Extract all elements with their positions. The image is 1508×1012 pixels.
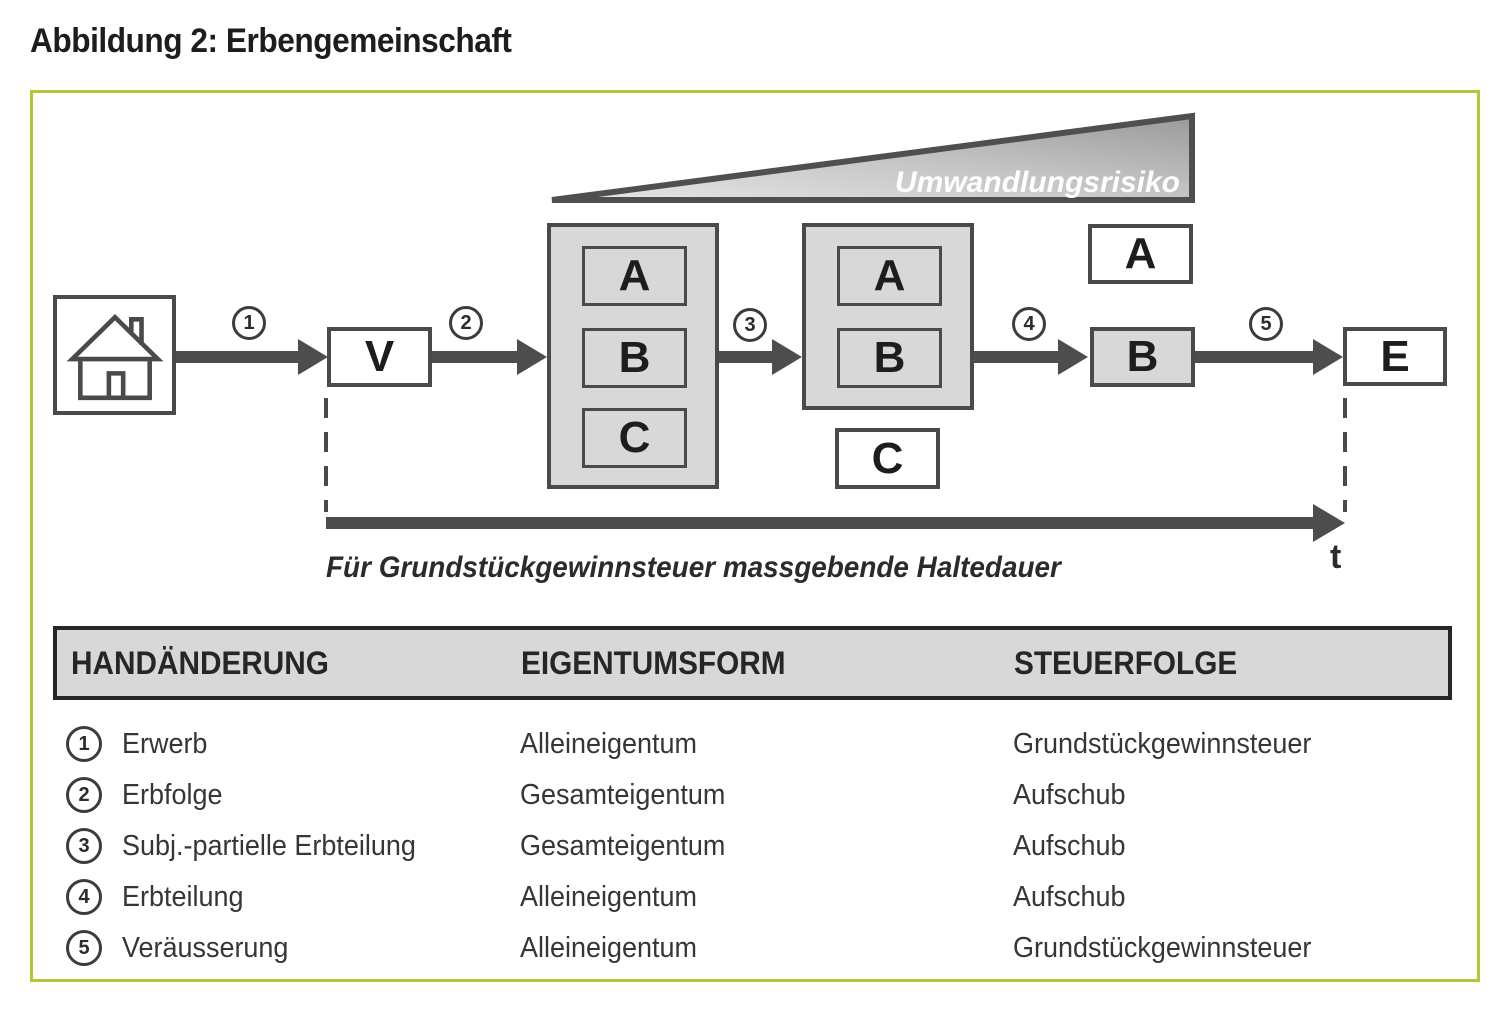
row-5-handaenderung: Veräusserung — [122, 932, 289, 964]
risk-label: Umwandlungsrisiko — [894, 166, 1180, 199]
node-g1-b-label: B — [618, 333, 651, 382]
node-g2-a — [837, 246, 942, 306]
risk-triangle — [548, 111, 1198, 206]
row-2-steuerfolge: Aufschub — [1013, 779, 1126, 811]
node-a-out-label: A — [1124, 229, 1157, 278]
row-4-steuerfolge: Aufschub — [1013, 881, 1126, 913]
timeline-axis-head — [1313, 504, 1345, 542]
row-5-badge — [66, 930, 102, 966]
step-1-number: 1 — [243, 311, 255, 334]
table-row — [53, 928, 1452, 968]
step-5-number: 5 — [1260, 312, 1272, 335]
node-g1-b — [582, 328, 687, 388]
node-g1-c — [582, 408, 687, 468]
row-1-eigentumsform: Alleineigentum — [520, 728, 697, 760]
timeline-caption — [326, 551, 1116, 585]
arrow-3-head — [772, 339, 802, 375]
node-b-single-label: B — [1126, 332, 1159, 381]
row-3-eigentumsform: Gesamteigentum — [520, 830, 726, 862]
arrow-4-head — [1058, 339, 1088, 375]
arrow-2-head — [517, 339, 547, 375]
node-g1-c-label: C — [618, 413, 651, 462]
step-1-badge — [232, 306, 266, 340]
figure-title-text: Abbildung 2: Erbengemeinschaft — [30, 22, 512, 60]
table-header — [53, 626, 1452, 700]
step-2-number: 2 — [460, 311, 472, 334]
row-2-handaenderung: Erbfolge — [122, 779, 223, 811]
dropline-v — [324, 398, 328, 512]
row-1-number: 1 — [78, 732, 90, 755]
row-5-steuerfolge: Grundstückgewinnsteuer — [1013, 932, 1312, 964]
time-axis-label-text: t — [1330, 538, 1342, 576]
node-v — [327, 327, 432, 387]
row-4-badge — [66, 879, 102, 915]
figure-title — [30, 22, 548, 61]
node-c-out — [835, 428, 940, 489]
arrow-3 — [719, 351, 774, 363]
row-3-handaenderung: Subj.-partielle Erbteilung — [122, 830, 416, 862]
node-b-single — [1090, 327, 1195, 387]
table-row — [53, 775, 1452, 815]
node-e — [1343, 327, 1447, 386]
header-handaenderung: HANDÄNDERUNG — [71, 645, 329, 681]
step-2-badge — [449, 306, 483, 340]
timeline-axis — [326, 517, 1315, 529]
table-row — [53, 826, 1452, 866]
row-2-eigentumsform: Gesamteigentum — [520, 779, 726, 811]
heirs-group-abc — [547, 223, 719, 489]
step-3-number: 3 — [744, 313, 756, 336]
property-box — [53, 295, 176, 415]
row-1-steuerfolge: Grundstückgewinnsteuer — [1013, 728, 1312, 760]
node-a-out — [1088, 224, 1193, 284]
node-c-out-label: C — [871, 433, 904, 483]
table-row — [53, 877, 1452, 917]
row-1-badge — [66, 726, 102, 762]
node-g1-a-label: A — [618, 251, 651, 300]
step-5-badge — [1249, 307, 1283, 341]
node-v-label: V — [364, 332, 395, 381]
time-axis-label — [1330, 538, 1341, 577]
house-icon — [63, 304, 167, 406]
timeline-caption-text: Für Grundstückgewinnsteuer massgebende Haltedauer — [326, 551, 1061, 584]
node-g2-b — [837, 328, 942, 388]
node-g2-b-label: B — [873, 333, 906, 382]
row-4-eigentumsform: Alleineigentum — [520, 881, 697, 913]
row-1-handaenderung: Erwerb — [122, 728, 208, 760]
row-3-number: 3 — [78, 834, 90, 857]
step-4-number: 4 — [1023, 312, 1035, 335]
step-3-badge — [733, 308, 767, 342]
step-4-badge — [1012, 307, 1046, 341]
heirs-group-ab — [802, 223, 974, 410]
arrow-2 — [432, 351, 519, 363]
header-eigentumsform: EIGENTUMSFORM — [521, 645, 786, 681]
dropline-e — [1343, 398, 1347, 512]
arrow-5 — [1195, 351, 1315, 363]
node-g2-a-label: A — [873, 251, 906, 300]
row-3-badge — [66, 828, 102, 864]
table-row — [53, 724, 1452, 764]
arrow-4 — [974, 351, 1060, 363]
arrow-1-head — [298, 339, 328, 375]
row-4-handaenderung: Erbteilung — [122, 881, 244, 913]
header-steuerfolge: STEUERFOLGE — [1014, 645, 1238, 681]
arrow-5-head — [1313, 339, 1343, 375]
node-e-label: E — [1380, 331, 1410, 381]
row-5-number: 5 — [78, 936, 90, 959]
row-4-number: 4 — [78, 885, 90, 908]
arrow-1 — [176, 351, 300, 363]
row-5-eigentumsform: Alleineigentum — [520, 932, 697, 964]
row-2-badge — [66, 777, 102, 813]
row-2-number: 2 — [78, 783, 90, 806]
node-g1-a — [582, 246, 687, 306]
row-3-steuerfolge: Aufschub — [1013, 830, 1126, 862]
